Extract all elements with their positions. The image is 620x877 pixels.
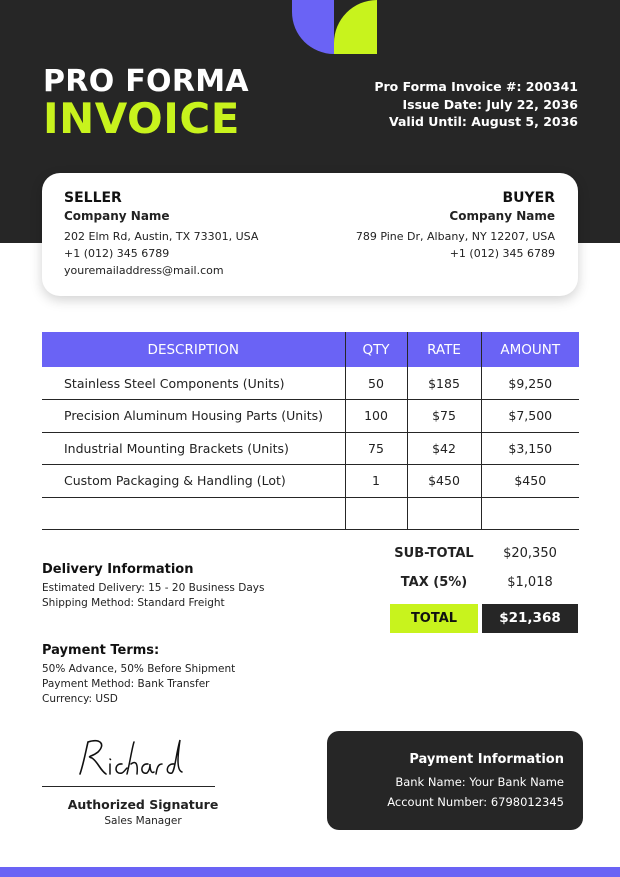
tax-label: TAX (5%): [400, 575, 468, 590]
item-amount: $7,500: [481, 400, 579, 433]
item-rate: $450: [407, 465, 481, 498]
totals-summary: [390, 541, 578, 634]
table-row: [42, 400, 579, 433]
item-rate: $185: [407, 367, 481, 400]
total-value: $21,368: [482, 604, 578, 633]
payment-info-heading: Payment Information: [409, 752, 564, 767]
payment-terms: [42, 643, 235, 707]
valid-until: Valid Until: August 5, 2036: [388, 114, 578, 129]
parties-card: [42, 173, 578, 296]
subtotal-value: $20,350: [503, 546, 557, 561]
empty-cell: [407, 497, 481, 529]
delivery-estimate: Estimated Delivery: 15 - 20 Business Days: [42, 582, 265, 594]
item-amount: $3,150: [481, 432, 579, 465]
invoice-meta: [374, 78, 578, 131]
buyer-phone: +1 (012) 345 6789: [449, 247, 555, 260]
subtotal-row: [390, 541, 578, 570]
seller-address: 202 Elm Rd, Austin, TX 73301, USA: [64, 230, 259, 243]
item-description: Custom Packaging & Handling (Lot): [42, 465, 345, 498]
total-label: TOTAL: [390, 604, 478, 633]
seller-heading: SELLER: [64, 190, 122, 206]
buyer-company: Company Name: [449, 209, 555, 223]
signature-role: Sales Manager: [104, 815, 182, 827]
item-qty: 50: [345, 367, 407, 400]
table-row-empty: [42, 497, 579, 529]
account-number: Account Number: 6798012345: [387, 795, 564, 809]
item-description: Industrial Mounting Brackets (Units): [42, 432, 345, 465]
item-description: Precision Aluminum Housing Parts (Units): [42, 400, 345, 433]
line-items-table: [42, 332, 579, 530]
signature-line: [42, 786, 215, 787]
payment-split: 50% Advance, 50% Before Shipment: [42, 663, 236, 675]
footer-accent-bar: [0, 867, 620, 877]
payment-info-card: [327, 731, 583, 830]
document-title-line1: PRO FORMA: [43, 64, 249, 99]
item-qty: 1: [345, 465, 407, 498]
buyer-address: 789 Pine Dr, Albany, NY 12207, USA: [355, 230, 555, 243]
signature-title: Authorized Signature: [67, 797, 219, 812]
payment-method: Payment Method: Bank Transfer: [42, 678, 210, 690]
seller-phone: +1 (012) 345 6789: [64, 247, 170, 260]
payment-currency: Currency: USD: [42, 693, 118, 705]
buyer-block: [356, 190, 555, 262]
empty-cell: [42, 497, 345, 529]
empty-cell: [345, 497, 407, 529]
table-header-row: [42, 332, 579, 367]
handwritten-signature: [70, 734, 190, 784]
total-row: [390, 604, 578, 634]
delivery-heading: Delivery Information: [42, 562, 194, 577]
decorative-shape-green: [334, 0, 377, 54]
invoice-number: Pro Forma Invoice #: 200341: [374, 79, 578, 94]
bank-name: Bank Name: Your Bank Name: [395, 775, 564, 789]
table-row: [42, 367, 579, 400]
item-qty: 100: [345, 400, 407, 433]
item-description: Stainless Steel Components (Units): [42, 367, 345, 400]
seller-block: [64, 190, 258, 279]
table-row: [42, 432, 579, 465]
table-row: [42, 465, 579, 498]
item-qty: 75: [345, 432, 407, 465]
seller-company: Company Name: [64, 209, 170, 223]
document-title-line2: INVOICE: [43, 94, 240, 143]
shipping-method: Shipping Method: Standard Freight: [42, 597, 225, 609]
decorative-shape-purple: [292, 0, 334, 54]
tax-row: [390, 570, 578, 599]
empty-cell: [481, 497, 579, 529]
subtotal-label: SUB-TOTAL: [394, 546, 474, 561]
tax-value: $1,018: [507, 575, 553, 590]
column-header-qty: QTY: [345, 332, 407, 367]
delivery-info: [42, 562, 264, 611]
payment-terms-heading: Payment Terms:: [42, 643, 160, 658]
issue-date: Issue Date: July 22, 2036: [402, 96, 578, 112]
column-header-amount: AMOUNT: [481, 332, 579, 367]
column-header-rate: RATE: [407, 332, 481, 367]
buyer-heading: BUYER: [502, 190, 555, 206]
item-rate: $42: [407, 432, 481, 465]
item-amount: $9,250: [481, 367, 579, 400]
column-header-description: DESCRIPTION: [42, 332, 345, 367]
item-amount: $450: [481, 465, 579, 498]
seller-email: youremailaddress@mail.com: [64, 264, 224, 277]
item-rate: $75: [407, 400, 481, 433]
